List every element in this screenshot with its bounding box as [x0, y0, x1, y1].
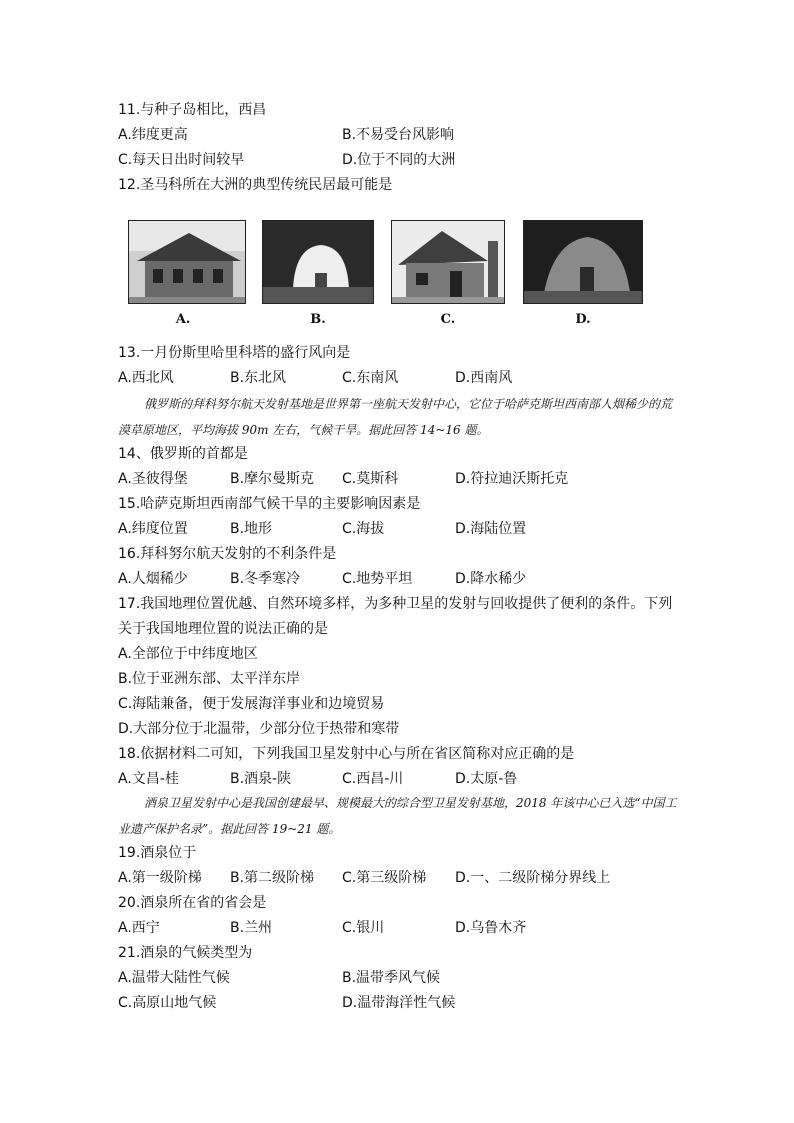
question-17-stem-line1: 17.我国地理位置优越、自然环境多样，为多种卫星的发射与回收提供了便利的条件。下列	[118, 596, 673, 612]
question-15-stem: 15.哈萨克斯坦西南部气候干旱的主要影响因素是	[118, 496, 421, 512]
q11-option-b[interactable]: B.不易受台风影响	[342, 127, 455, 143]
q15-option-a[interactable]: A.纬度位置	[118, 521, 188, 537]
q16-option-d[interactable]: D.降水稀少	[455, 571, 527, 587]
passage-baikonur: 俄罗斯的拜科努尔航天发射基地是世界第一座航天发射中心，它位于哈萨克斯坦西南部人烟稀少的荒漠草原地区，平均海拔 90m 左右，气候干旱。据此回答 14~16 题。	[118, 397, 673, 437]
q16-option-c[interactable]: C.地势平坦	[342, 571, 413, 587]
q20-option-a[interactable]: A.西宁	[118, 920, 160, 936]
q14-option-d[interactable]: D.符拉迪沃斯托克	[455, 471, 569, 487]
q13-option-b[interactable]: B.东北风	[230, 370, 287, 386]
passage-jiuquan: 酒泉卫星发射中心是我国创建最早、规模最大的综合型卫星发射基地，2018 年该中心已入选“中国工业遗产保护名录”。据此回答 19~21 题。	[118, 796, 677, 836]
q19-option-c[interactable]: C.第三级阶梯	[342, 870, 427, 886]
house-label-c: C.	[440, 312, 456, 327]
q19-option-d[interactable]: D.一、二级阶梯分界线上	[455, 870, 611, 886]
q18-option-b[interactable]: B.酒泉-陕	[230, 771, 292, 787]
q13-option-d[interactable]: D.西南风	[455, 370, 513, 386]
question-13-stem: 13.一月份斯里哈里科塔的盛行风向是	[118, 345, 351, 361]
q13-option-c[interactable]: C.东南风	[342, 370, 399, 386]
q11-option-a[interactable]: A.纬度更高	[118, 127, 188, 143]
question-18-stem: 18.依据材料二可知，下列我国卫星发射中心与所在省区简称对应正确的是	[118, 746, 575, 762]
q18-option-c[interactable]: C.西昌-川	[342, 771, 404, 787]
q14-option-c[interactable]: C.莫斯科	[342, 471, 399, 487]
q21-option-c[interactable]: C.高原山地气候	[118, 995, 217, 1011]
q17-option-c[interactable]: C.海陆兼备，便于发展海洋事业和边境贸易	[118, 696, 385, 712]
q19-option-b[interactable]: B.第二级阶梯	[230, 870, 315, 886]
q11-option-d[interactable]: D.位于不同的大洲	[342, 152, 456, 168]
house-photo-b[interactable]	[262, 220, 374, 304]
question-19-stem: 19.酒泉位于	[118, 845, 197, 861]
house-label-d: D.	[575, 312, 591, 327]
q20-option-d[interactable]: D.乌鲁木齐	[455, 920, 527, 936]
q16-option-a[interactable]: A.人烟稀少	[118, 571, 188, 587]
house-photo-c[interactable]	[391, 220, 505, 304]
question-21-stem: 21.酒泉的气候类型为	[118, 945, 253, 961]
q21-option-a[interactable]: A.温带大陆性气候	[118, 970, 230, 986]
q19-option-a[interactable]: A.第一级阶梯	[118, 870, 202, 886]
q18-option-d[interactable]: D.太原-鲁	[455, 771, 518, 787]
q17-option-a[interactable]: A.全部位于中纬度地区	[118, 646, 258, 662]
question-14-stem: 14、俄罗斯的首都是	[118, 446, 248, 462]
house-photo-a[interactable]	[128, 220, 246, 304]
q13-option-a[interactable]: A.西北风	[118, 370, 174, 386]
q21-option-d[interactable]: D.温带海洋性气候	[342, 995, 456, 1011]
question-11-stem: 11.与种子岛相比，西昌	[118, 102, 267, 118]
question-12-stem: 12.圣马科所在大洲的典型传统民居最可能是	[118, 177, 393, 193]
q16-option-b[interactable]: B.冬季寒冷	[230, 571, 301, 587]
q15-option-b[interactable]: B.地形	[230, 521, 273, 537]
question-16-stem: 16.拜科努尔航天发射的不利条件是	[118, 546, 337, 562]
q11-option-c[interactable]: C.每天日出时间较早	[118, 152, 245, 168]
q18-option-a[interactable]: A.文昌-桂	[118, 771, 179, 787]
q14-option-a[interactable]: A.圣彼得堡	[118, 471, 188, 487]
q17-option-d[interactable]: D.大部分位于北温带，少部分位于热带和寒带	[118, 721, 400, 737]
q20-option-b[interactable]: B.兰州	[230, 920, 273, 936]
q15-option-c[interactable]: C.海拔	[342, 521, 385, 537]
question-17-stem-line2: 关于我国地理位置的说法正确的是	[118, 621, 328, 637]
q17-option-b[interactable]: B.位于亚洲东部、太平洋东岸	[118, 671, 301, 687]
q14-option-b[interactable]: B.摩尔曼斯克	[230, 471, 315, 487]
q21-option-b[interactable]: B.温带季风气候	[342, 970, 441, 986]
house-photo-d[interactable]	[523, 220, 643, 304]
q15-option-d[interactable]: D.海陆位置	[455, 521, 527, 537]
q20-option-c[interactable]: C.银川	[342, 920, 385, 936]
house-label-a: A.	[175, 312, 191, 327]
question-20-stem: 20.酒泉所在省的省会是	[118, 895, 267, 911]
house-label-b: B.	[310, 312, 326, 327]
